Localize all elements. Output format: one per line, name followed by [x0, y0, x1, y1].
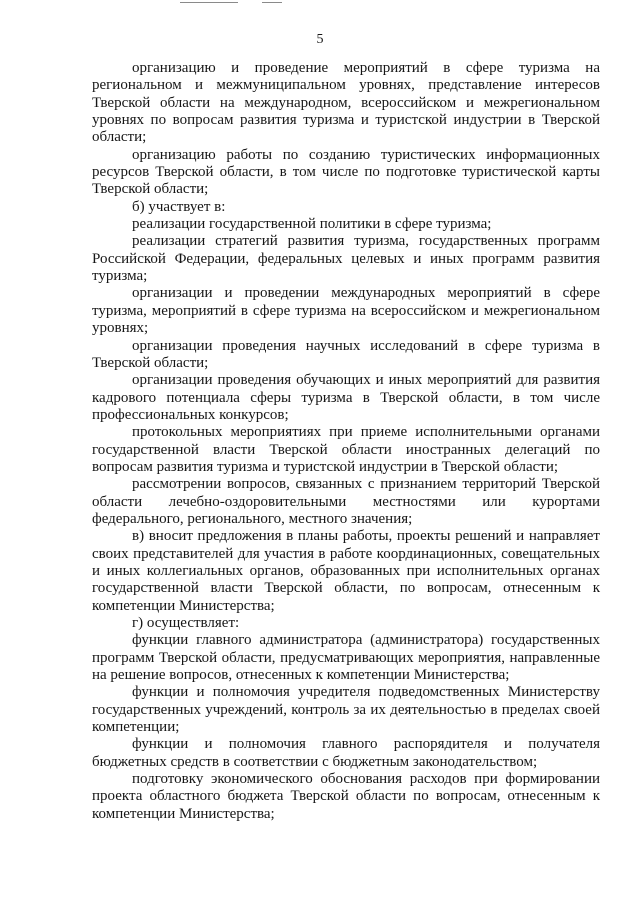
- paragraph: подготовку экономического обоснования расходов при формировании проекта областного бюджета Тверской области по вопросам, отнесенным к компетенции Министерства;: [92, 771, 600, 822]
- paragraph: б) участвует в:: [132, 198, 226, 215]
- paragraph: функции главного администратора (администратора) государственных программ Тверской области, предусматривающих мероприятия, направленные на решение вопросов, отнесенных к компетенции Министерства;: [92, 632, 600, 684]
- page-number: 5: [316, 32, 324, 47]
- top-edge-mark: [262, 2, 282, 3]
- paragraph: реализации стратегий развития туризма, государственных программ Российской Федерации, федеральных целевых и иных программ развития туризма;: [92, 233, 600, 285]
- paragraph: протокольных мероприятиях при приеме исполнительными органами государственной власти Тверской области иностранных делегаций по вопросам развития туризма и туристской индустрии в Тверской области;: [92, 424, 600, 475]
- paragraph: организацию работы по созданию туристических информационных ресурсов Тверской области, в том числе по подготовке туристической карты Тверской области;: [92, 146, 600, 198]
- document-body: [92, 60, 600, 823]
- paragraph: функции и полномочия главного распорядителя и получателя бюджетных средств в соответствии с бюджетным законодательством;: [92, 736, 600, 770]
- paragraph: г) осуществляет:: [132, 615, 240, 631]
- paragraph: организацию и проведение мероприятий в сфере туризма на региональном и межмуниципальном уровнях, представление интересов Тверской области на международном, всероссийском и межрегиональном уровнях по вопросам развития туризма и туристской индустрии в Тверской области;: [92, 60, 600, 146]
- paragraph: организации проведения обучающих и иных мероприятий для развития кадрового потенциала сферы туризма в Тверской области, в том числе профессиональных конкурсов;: [92, 372, 600, 423]
- paragraph: рассмотрении вопросов, связанных с признанием территорий Тверской области лечебно-оздоровительными местностями или курортами федерального, регионального, местного значения;: [92, 476, 600, 527]
- paragraph: в) вносит предложения в планы работы, проекты решений и направляет своих представителей для участия в работе координационных, совещательных и иных коллегиальных органов, образованных при исполнительных органах государственной власти Тверской области, по вопросам, отнесенным к компетенции Министерства;: [92, 528, 600, 614]
- paragraph: реализации государственной политики в сфере туризма;: [132, 216, 492, 233]
- paragraph: организации проведения научных исследований в сфере туризма в Тверской области;: [92, 337, 600, 371]
- top-edge-mark: [180, 2, 238, 3]
- paragraph: организации и проведении международных мероприятий в сфере туризма, мероприятий в сфере туризма на всероссийском и межрегиональном уровнях;: [92, 285, 600, 337]
- paragraph: функции и полномочия учредителя подведомственных Министерству государственных учреждений, контроль за их деятельностью в пределах своей компетенции;: [92, 684, 600, 736]
